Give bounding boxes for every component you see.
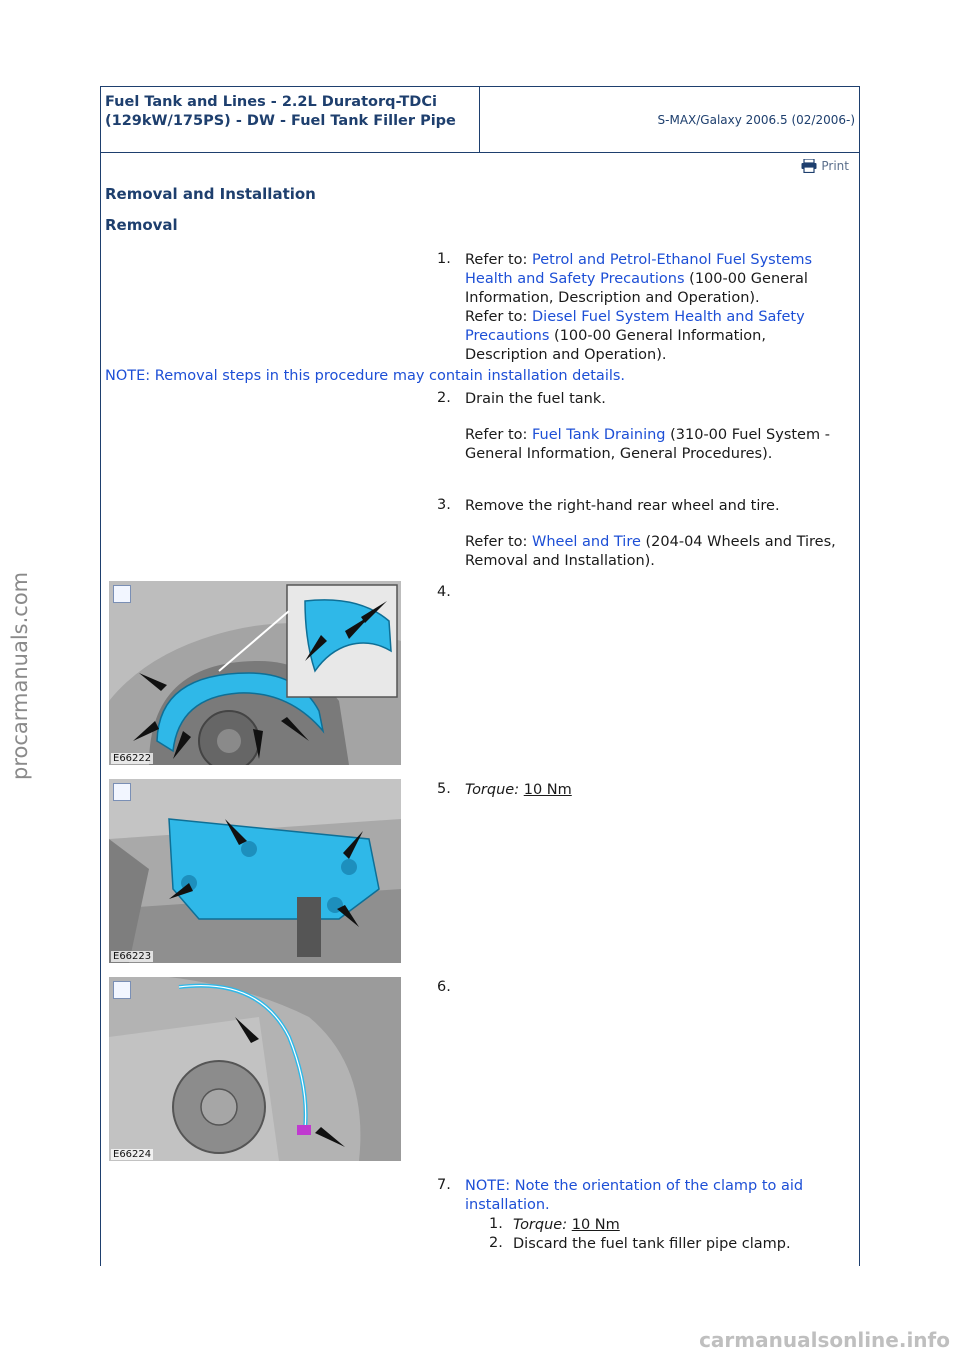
step-7-note: NOTE: Note the orientation of the clamp to aid installation. [465, 1178, 804, 1213]
substep-1-text [513, 1216, 620, 1235]
filler-pipe-illustration [109, 977, 401, 1161]
print-label: Print [821, 159, 849, 173]
refer-prefix: Refer to: [465, 309, 532, 325]
model-label: S-MAX/Galaxy 2006.5 (02/2006-) [657, 113, 855, 127]
page-title: Fuel Tank and Lines - 2.2L Duratorq-TDCi (129kW/175PS) - DW - Fuel Tank Filler Pipe [105, 94, 456, 129]
print-button[interactable] [801, 159, 849, 173]
step-3-refer [465, 533, 849, 571]
substep-1-number: 1. [489, 1216, 503, 1232]
step-6-number: 6. [437, 979, 451, 995]
torque-label: Torque: [513, 1217, 568, 1233]
step-2-refer [465, 426, 849, 464]
cover-panel-illustration [109, 779, 401, 963]
step-2-text [465, 390, 849, 464]
side-watermark: procarmanuals.com [8, 571, 32, 780]
figure-step-4 [109, 581, 401, 765]
figure-label: E66223 [113, 951, 152, 962]
step-2-number: 2. [437, 390, 451, 406]
subsection-title: Removal [105, 216, 178, 234]
torque-label: Torque: [465, 782, 520, 798]
step-1-number: 1. [437, 251, 451, 267]
figure-label: E66222 [113, 753, 152, 764]
figure-label: E66224 [113, 1149, 152, 1160]
zoom-icon[interactable] [113, 981, 131, 999]
step-3-number: 3. [437, 497, 451, 513]
section-title: Removal and Installation [105, 185, 316, 203]
link-wheel-and-tire[interactable]: Wheel and Tire [532, 534, 641, 550]
refer-prefix: Refer to: [465, 252, 532, 268]
substep-2-text: Discard the fuel tank filler pipe clamp. [513, 1236, 791, 1252]
link-diesel-safety[interactable]: Diesel Fuel System Health and Safety Precautions [465, 309, 805, 344]
refer-suffix: (100-00 General Information, Description and Operation). [465, 271, 808, 306]
figure-step-5 [109, 779, 401, 963]
refer-suffix: (310-00 Fuel System - General Information, General Procedures). [465, 427, 830, 462]
step-5-number: 5. [437, 781, 451, 797]
link-petrol-safety[interactable]: Petrol and Petrol-Ethanol Fuel Systems Health and Safety Precautions [465, 252, 813, 287]
zoom-icon[interactable] [113, 585, 131, 603]
step-1-text [465, 251, 849, 365]
step-5-text [465, 781, 849, 800]
step-7-number: 7. [437, 1177, 451, 1193]
page-header [101, 87, 859, 153]
refer-suffix: (100-00 General Information, Description and Operation). [465, 328, 766, 363]
step-2-instruction: Drain the fuel tank. [465, 391, 606, 407]
zoom-icon[interactable] [113, 783, 131, 801]
header-divider [479, 87, 480, 152]
bottom-watermark: carmanualsonline.info [699, 1328, 950, 1352]
substep-2-number: 2. [489, 1235, 503, 1251]
step-1-refer-2 [465, 308, 849, 365]
removal-note: NOTE: Removal steps in this procedure may contain installation details. [105, 368, 626, 384]
printer-icon [801, 159, 817, 173]
page-frame [100, 86, 860, 1266]
link-fuel-tank-draining[interactable]: Fuel Tank Draining [532, 427, 666, 443]
torque-value: 10 Nm [523, 782, 572, 798]
refer-prefix: Refer to: [465, 534, 532, 550]
refer-suffix: (204-04 Wheels and Tires, Removal and Installation). [465, 534, 836, 569]
figure-step-6 [109, 977, 401, 1161]
wheel-arch-liner-illustration [109, 581, 401, 765]
torque-value: 10 Nm [571, 1217, 620, 1233]
step-3-text [465, 497, 849, 571]
step-4-number: 4. [437, 584, 451, 600]
step-3-instruction: Remove the right-hand rear wheel and tire. [465, 498, 780, 514]
refer-prefix: Refer to: [465, 427, 532, 443]
